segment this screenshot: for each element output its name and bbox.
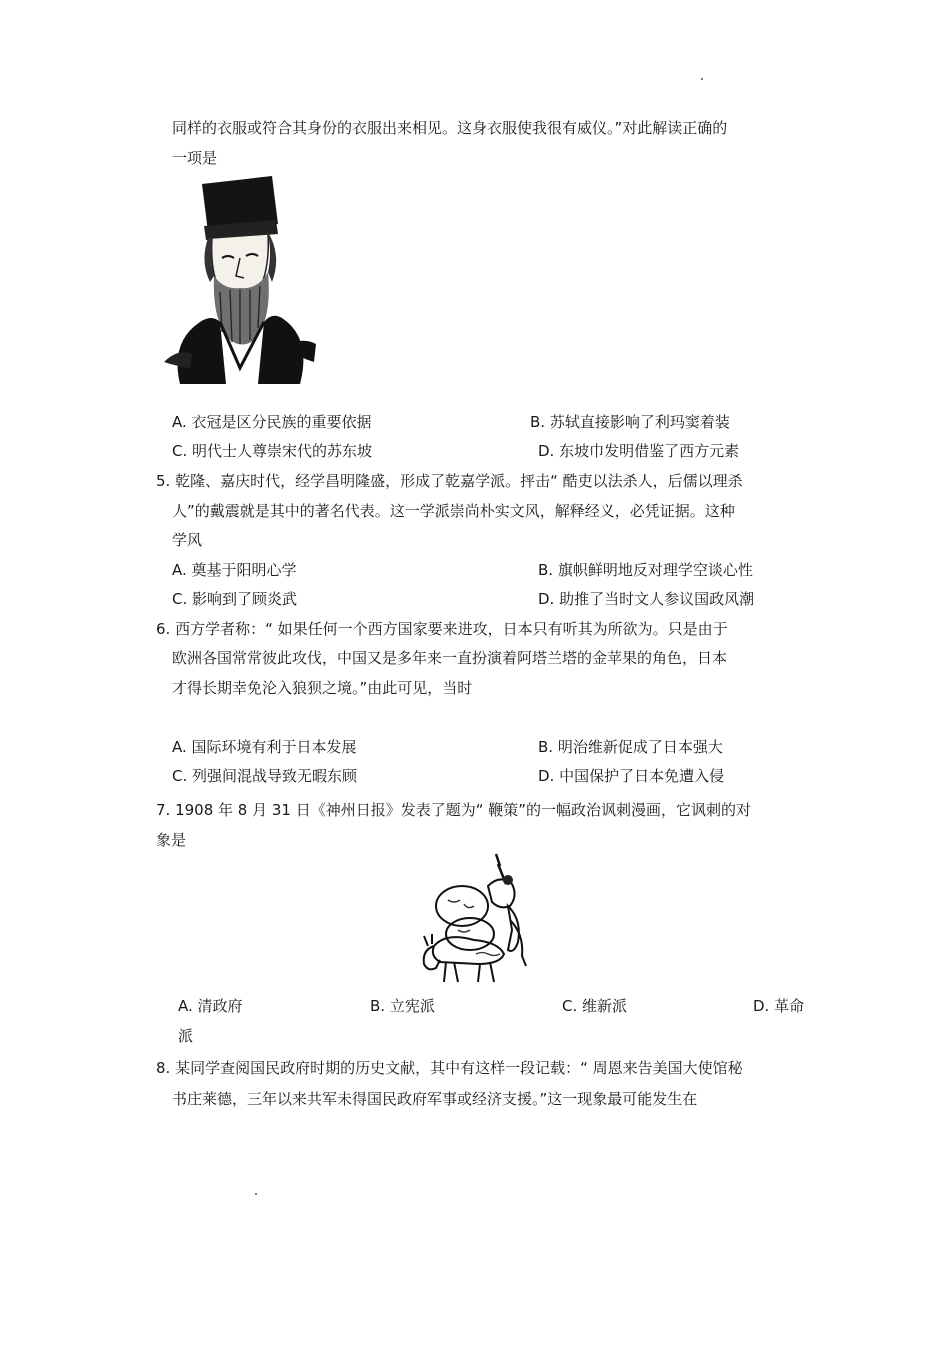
q4-stem-line1: 同样的衣服或符合其身份的衣服出来相见。这身衣服使我很有威仪。”对此解读正确的 [172,119,728,137]
q4-option-d: D. 东坡巾发明借鉴了西方元素 [538,442,740,460]
q5-option-b: B. 旗帜鲜明地反对理学空谈心性 [538,561,753,579]
q7-stem-line2: 象是 [156,831,187,849]
q5-option-c: C. 影响到了顾炎武 [172,590,298,608]
q6-option-c: C. 列强间混战导致无暇东顾 [172,767,358,785]
q6-option-a: A. 国际环境有利于日本发展 [172,738,357,756]
q6-option-b: B. 明治维新促成了日本强大 [538,738,723,756]
q7-option-d: D. 革命 [753,997,805,1015]
q5-option-d: D. 助推了当时文人参议国政风潮 [538,590,755,608]
q7-stem-line1: 7. 1908 年 8 月 31 日《神州日报》发表了题为“ 鞭策”的一幅政治讽刺漫画，它讽刺的对 [156,801,752,819]
q7-option-c: C. 维新派 [562,997,628,1015]
q4-option-c: C. 明代士人尊崇宋代的苏东坡 [172,442,373,460]
page-speck-top [701,78,703,80]
portrait-figure [160,172,320,384]
q6-stem-line2: 欧洲各国常常彼此攻伐，中国又是多年来一直扮演着阿塔兰塔的金苹果的角色，日本 [172,649,728,667]
q8-stem-line1: 8. 某同学查阅国民政府时期的历史文献，其中有这样一段记载：“ 周恩来告美国大使馆秘 [156,1059,743,1077]
cartoon-figure [418,850,534,985]
q7-option-d-wrap: 派 [178,1027,194,1045]
q4-stem-line2: 一项是 [172,149,218,167]
q7-option-b: B. 立宪派 [370,997,435,1015]
q4-option-a: A. 衣冠是区分民族的重要依据 [172,413,372,431]
q5-stem-line3: 学风 [172,531,203,549]
q6-stem-line1: 6. 西方学者称：“ 如果任何一个西方国家要来进攻，日本只有听其为所欲为。只是由于 [156,620,728,638]
q8-stem-line2: 书庄莱德，三年以来共军未得国民政府军事或经济支援。”这一现象最可能发生在 [172,1090,698,1108]
q6-option-d: D. 中国保护了日本免遭入侵 [538,767,725,785]
q5-stem-line1: 5. 乾隆、嘉庆时代，经学昌明隆盛，形成了乾嘉学派。抨击“ 酷吏以法杀人，后儒以理杀 [156,472,743,490]
q6-stem-line3: 才得长期幸免沦入狼狈之境。”由此可见，当时 [172,679,473,697]
q5-stem-line2: 人”的戴震就是其中的著名代表。这一学派崇尚朴实文风，解释经义，必凭证据。这种 [172,502,735,520]
q7-option-a: A. 清政府 [178,997,243,1015]
q5-option-a: A. 奠基于阳明心学 [172,561,297,579]
page-speck-bottom [255,1193,257,1195]
q4-option-b: B. 苏轼直接影响了利玛窦着装 [530,413,730,431]
